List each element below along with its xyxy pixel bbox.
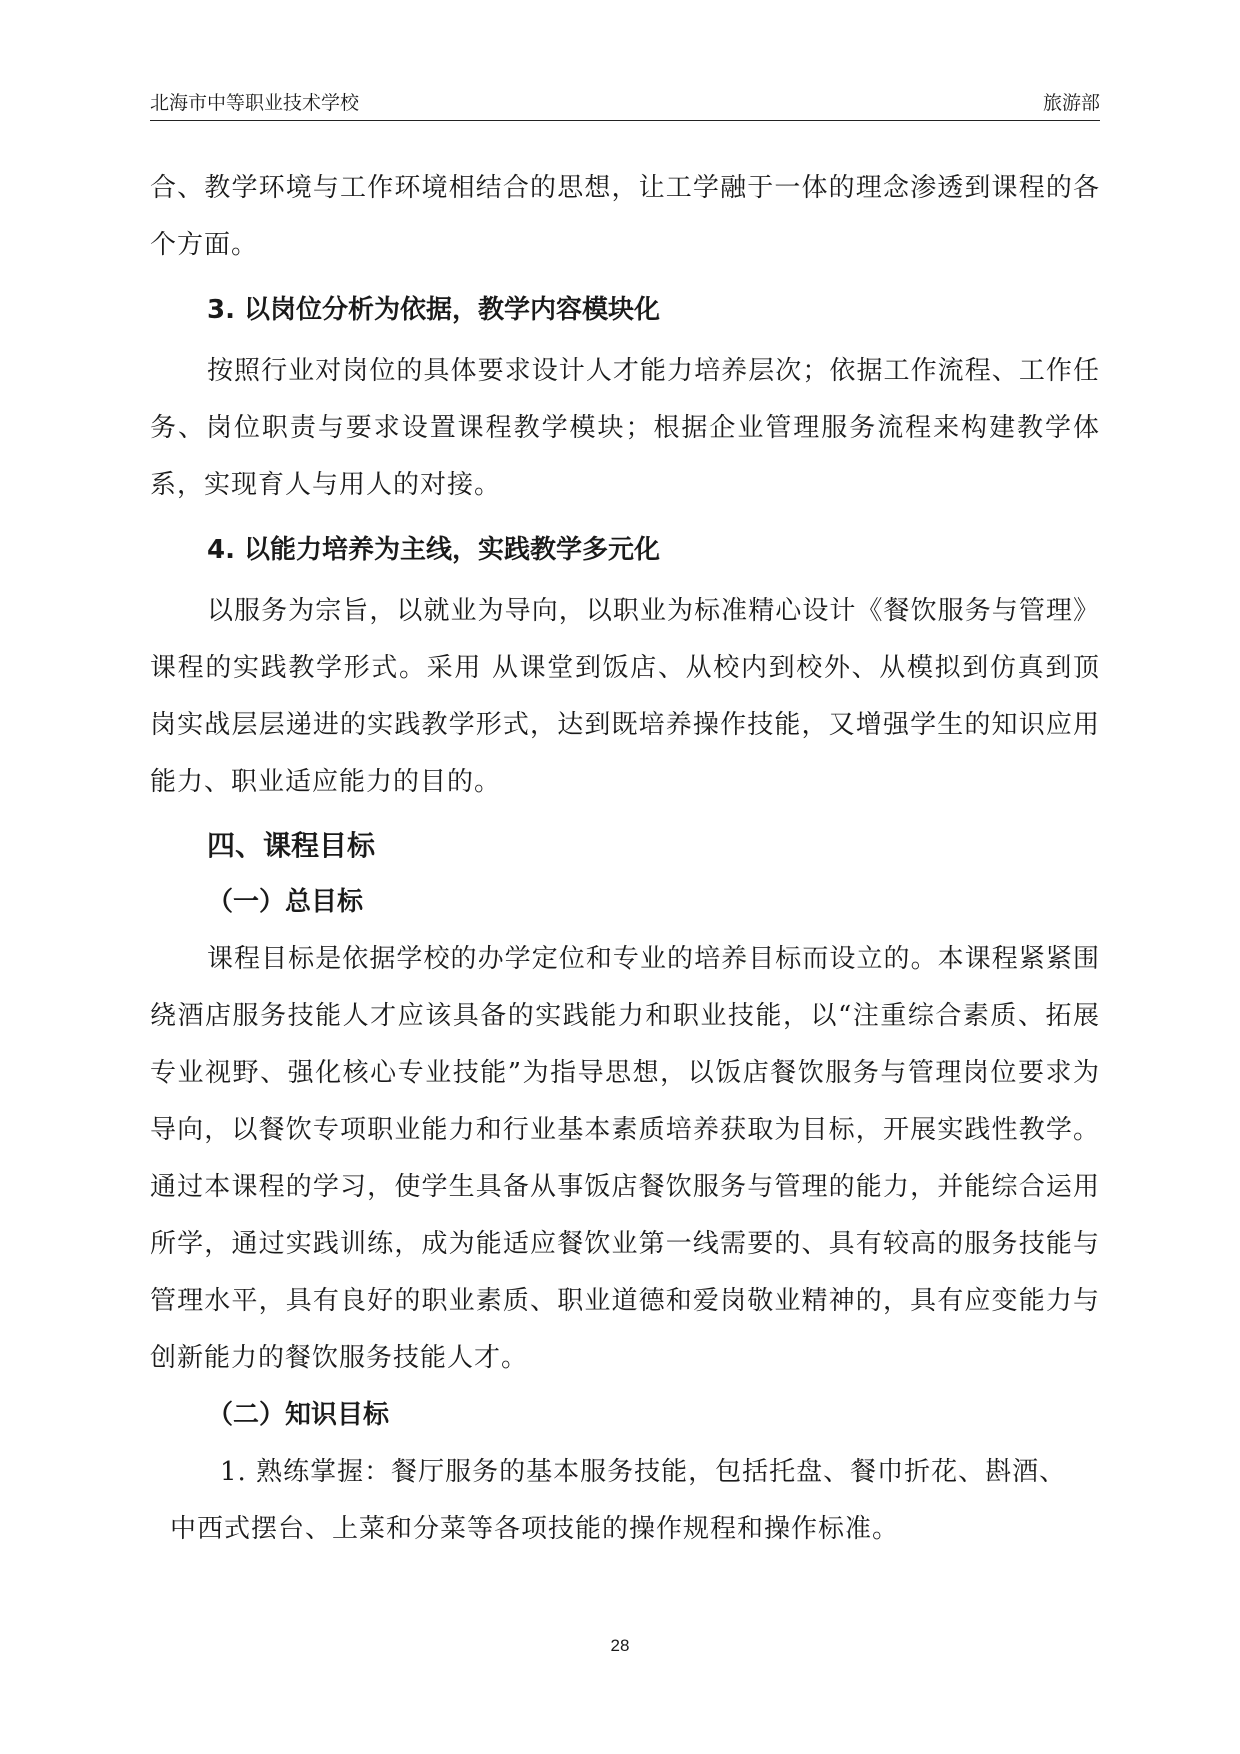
paragraph-intro: 合、教学环境与工作环境相结合的思想，让工学融于一体的理念渗透到课程的各个方面。	[150, 173, 1100, 260]
list-item-1	[150, 1444, 1100, 1558]
list-item-1-line-1: 1. 熟练掌握：餐厅服务的基本服务技能，包括托盘、餐巾折花、斟酒、	[220, 1457, 1067, 1487]
chapter-heading-course-goals: 四、课程目标	[207, 829, 376, 862]
paragraph-3: 按照行业对岗位的具体要求设计人才能力培养层次；依据工作流程、工作任务、岗位职责与要求设置课程教学模块；根据企业管理服务流程来构建教学体系，实现育人与用人的对接。	[150, 356, 1100, 500]
subheading-knowledge-goal: （二）知识目标	[207, 1400, 390, 1430]
section-heading-3: 3. 以岗位分析为依据，教学内容模块化	[207, 295, 661, 325]
page-body	[150, 160, 1100, 1558]
list-item-1-line-2: 中西式摆台、上菜和分菜等各项技能的操作规程和操作标准。	[170, 1514, 900, 1544]
page-header	[150, 84, 1100, 121]
section-heading-4: 4. 以能力培养为主线，实践教学多元化	[207, 535, 661, 565]
paragraph-4: 以服务为宗旨，以就业为导向，以职业为标准精心设计《餐饮服务与管理》课程的实践教学形式。采用 从课堂到饭店、从校内到校外、从模拟到仿真到顶岗实战层层递进的实践教学形式，达到既培养操作技能，又增强学生的知识应用能力、职业适应能力的目的。	[150, 596, 1100, 797]
header-school-name: 北海市中等职业技术学校	[150, 92, 360, 114]
paragraph-overall-goal: 课程目标是依据学校的办学定位和专业的培养目标而设立的。本课程紧紧围绕酒店服务技能人才应该具备的实践能力和职业技能，以“注重综合素质、拓展专业视野、强化核心专业技能”为指导思想，以饭店餐饮服务与管理岗位要求为导向，以餐饮专项职业能力和行业基本素质培养获取为目标，开展实践性教学。通过本课程的学习，使学生具备从事饭店餐饮服务与管理的能力，并能综合运用所学，通过实践训练，成为能适应餐饮业第一线需要的、具有较高的服务技能与管理水平，具有良好的职业素质、职业道德和爱岗敬业精神的，具有应变能力与创新能力的餐饮服务技能人才。	[150, 944, 1100, 1373]
header-department: 旅游部	[1042, 92, 1100, 114]
page-number: 28	[610, 1636, 630, 1655]
subheading-overall-goal: （一）总目标	[207, 887, 364, 917]
